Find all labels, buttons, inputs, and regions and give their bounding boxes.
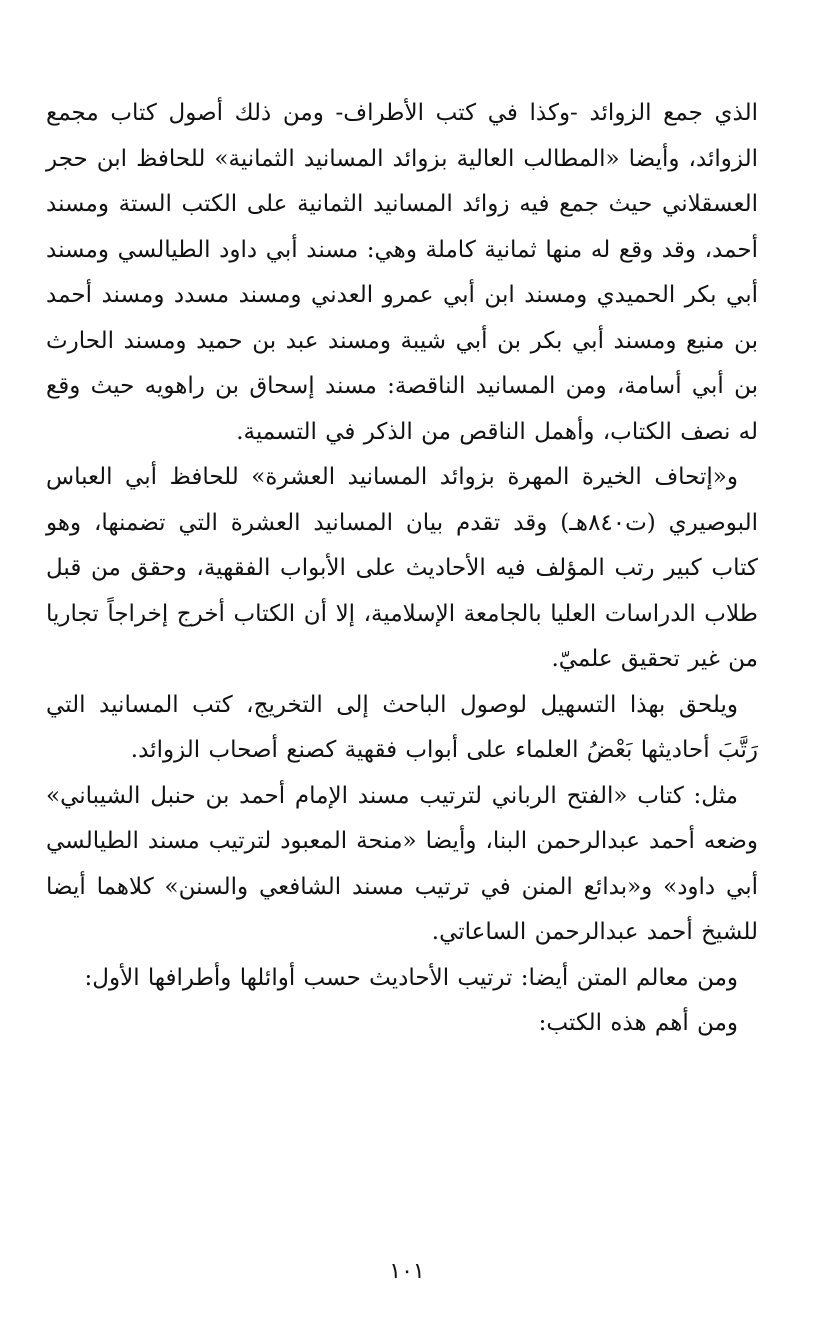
paragraph-most-important-books: ومن أهم هذه الكتب: bbox=[538, 1010, 738, 1036]
paragraph-ordering-by-openings: ومن معالم المتن أيضا: ترتيب الأحاديث حسب أوائلها وأطرافها الأول: bbox=[84, 964, 738, 991]
paragraph-zawaid-books: الذي جمع الزوائد -وكذا في كتب الأطراف- ومن ذلك أصول كتاب مجمع الزوائد، وأيضا «المطالب العالية بزوائد المسانيد الثمانية» للحافظ ابن حجر العسقلاني حيث جمع فيه زوائد المسانيد الثمانية على الكتب الستة ومسند أحمد، وقد وقع له منها ثمانية كاملة وهي: مسند أبي داود الطيالسي ومسند أبي بكر الحميدي ومسند ابن أبي عمرو العدني ومسند مسدد ومسند أحمد بن منيع ومسند أبي بكر بن أبي شيبة ومسند عبد بن حميد ومسند الحارث بن أبي أسامة، ومن المسانيد الناقصة: مسند إسحاق بن راهويه حيث وقع له نصف الكتاب، وأهمل الناقص من الذكر في التسمية. bbox=[46, 100, 758, 445]
paragraph-ithaf-alkhiyara: و«إتحاف الخيرة المهرة بزوائد المسانيد العشرة» للحافظ أبي العباس البوصيري (ت٨٤٠هـ) وقد تقدم بيان المسانيد العشرة التي تضمنها، وهو كتاب كبير رتب المؤلف فيه الأحاديث على الأبواب الفقهية، وحقق من قبل طلاب الدراسات العليا بالجامعة الإسلامية، إلا أن الكتاب أخرج إخراجاً تجاريا من غير تحقيق علميّ. bbox=[46, 464, 758, 672]
paragraph-arranged-musnads: ويلحق بهذا التسهيل لوصول الباحث إلى التخريج، كتب المسانيد التي رَتَّبَ أحاديثها بَعْضُ العلماء على أبواب فقهية كصنع أصحاب الزوائد. bbox=[46, 691, 758, 763]
paragraph-examples: مثل: كتاب «الفتح الرباني لترتيب مسند الإمام أحمد بن حنبل الشيباني» وضعه أحمد عبدالرحمن البنا، وأيضا «منحة المعبود لترتيب مسند الطيالسي أبي داود» و«بدائع المنن في ترتيب مسند الشافعي والسنن» كلاهما أيضا للشيخ أحمد عبدالرحمن الساعاتي. bbox=[46, 782, 758, 945]
page-number: ١٠١ bbox=[389, 1259, 425, 1284]
body-text bbox=[46, 91, 758, 1047]
